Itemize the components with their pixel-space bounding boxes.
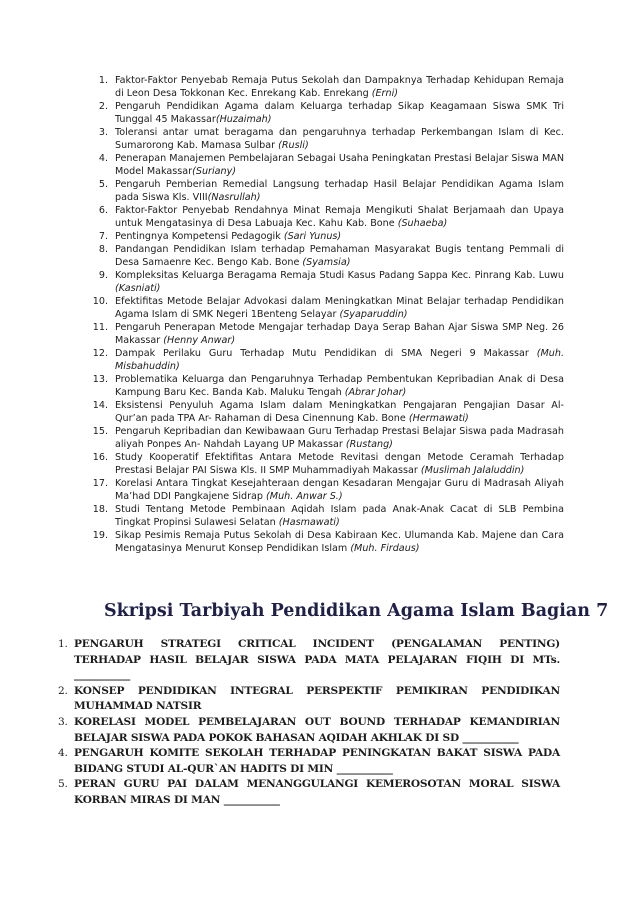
section-list-item <box>58 777 560 808</box>
item-author: (Suriany) <box>192 166 237 177</box>
item-author: (Muslimah Jalaluddin) <box>420 465 525 476</box>
section-title-list <box>58 637 560 809</box>
item-number: 1. <box>98 75 108 86</box>
list-item <box>86 178 564 204</box>
item-author: (Muh. Misbahuddin) <box>115 348 564 372</box>
item-number: 18. <box>92 504 108 515</box>
list-item <box>86 347 564 373</box>
item-number: 17. <box>92 478 108 489</box>
item-title: PERAN GURU PAI DALAM MENANGGULANGI KEMEROSOTAN MORAL SISWA KORBAN MIRAS DI MAN ___________ <box>74 778 560 806</box>
item-title: KONSEP PENDIDIKAN INTEGRAL PERSPEKTIF PEMIKIRAN PENDIDIKAN MUHAMMAD NATSIR <box>74 684 560 713</box>
item-number: 9. <box>98 270 108 281</box>
item-number: 7. <box>98 231 108 242</box>
item-title: Efektifitas Metode Belajar Advokasi dalam Meningkatkan Minat Belajar terhadap Pendidikan Agama Islam di SMK Negeri 1Benteng Selayar <box>115 296 564 320</box>
item-author: (Syaparuddin) <box>339 309 408 320</box>
item-title: Pengaruh Pendidikan Agama dalam Keluarga terhadap Sikap Keagamaan Siswa SMK Tri Tunggal 45 Makassar <box>115 101 564 125</box>
list-item <box>86 503 564 529</box>
item-author: (Hasmawati) <box>278 517 340 528</box>
item-number: 4. <box>98 153 108 164</box>
item-title: Dampak Perilaku Guru Terhadap Mutu Pendidikan di SMA Negeri 9 Makassar <box>115 348 537 359</box>
item-title: KORELASI MODEL PEMBELAJARAN OUT BOUND TERHADAP KEMANDIRIAN BELAJAR SISWA PADA POKOK BAHASAN AQIDAH AKHLAK DI SD ___________ <box>74 715 560 744</box>
list-item <box>86 451 564 477</box>
item-author: (Henny Anwar) <box>163 335 236 346</box>
item-author: (Abrar Johar) <box>344 387 407 398</box>
item-title: Pengaruh Penerapan Metode Mengajar terhadap Daya Serap Bahan Ajar Siswa SMP Neg. 26 Makassar <box>115 322 564 346</box>
item-number: 8. <box>98 244 108 255</box>
list-item <box>86 399 564 425</box>
item-author: (Nasrullah) <box>207 192 261 203</box>
section-list-item <box>58 746 560 777</box>
item-title: Kompleksitas Keluarga Beragama Remaja Studi Kasus Padang Sappa Kec. Pinrang Kab. Luwu <box>115 270 564 281</box>
item-author: (Erni) <box>371 88 398 99</box>
list-item <box>86 373 564 399</box>
item-number: 4. <box>58 747 68 760</box>
list-item <box>86 74 564 100</box>
item-author: (Muh. Anwar S.) <box>266 491 343 502</box>
item-number: 5. <box>98 179 108 190</box>
item-author: (Muh. Firdaus) <box>350 543 420 554</box>
section-list-item <box>58 684 560 715</box>
list-item <box>86 269 564 295</box>
item-number: 14. <box>92 400 108 411</box>
item-number: 3. <box>58 715 68 728</box>
item-title: PENGARUH KOMITE SEKOLAH TERHADAP PENINGKATAN BAKAT SISWA PADA BIDANG STUDI AL-QUR`AN HADITS DI MIN ___________ <box>74 747 560 775</box>
item-number: 6. <box>98 205 108 216</box>
list-item <box>86 243 564 269</box>
list-item <box>86 295 564 321</box>
list-item <box>86 477 564 503</box>
list-item <box>86 529 564 555</box>
list-item <box>86 100 564 126</box>
list-item <box>86 230 564 243</box>
item-number: 2. <box>58 684 68 697</box>
list-item <box>86 321 564 347</box>
item-author: (Huzaimah) <box>215 114 272 125</box>
item-number: 2. <box>98 101 108 112</box>
item-author: (Suhaeba) <box>397 218 448 229</box>
item-number: 1. <box>58 638 68 650</box>
item-title: Pengaruh Pemberian Remedial Langsung terhadap Hasil Belajar Pendidikan Agama Islam pada Siswa Kls. VIII <box>115 179 564 203</box>
item-number: 15. <box>92 426 108 437</box>
section-list-item <box>58 637 560 684</box>
item-number: 3. <box>98 127 108 138</box>
thesis-title-list <box>86 74 564 555</box>
item-number: 11. <box>92 322 108 333</box>
item-number: 16. <box>92 452 108 463</box>
item-author: (Rustang) <box>345 439 393 450</box>
item-title: Faktor-Faktor Penyebab Remaja Putus Sekolah dan Dampaknya Terhadap Kehidupan Remaja di Leon Desa Tokkonan Kec. Enrekang Kab. Enrekang <box>115 75 564 99</box>
item-title: Korelasi Antara Tingkat Kesejahteraan dengan Kesadaran Mengajar Guru di Madrasah Aliyah Ma’had DDI Pangkajene Sidrap <box>115 478 564 502</box>
item-title: Faktor-Faktor Penyebab Rendahnya Minat Remaja Mengikuti Shalat Berjamaah dan Upaya untuk Mengatasinya di Desa Labuaja Kec. Kahu Kab. Bone <box>115 205 564 229</box>
item-number: 5. <box>58 778 68 791</box>
section-list-item <box>58 715 560 746</box>
item-author: (Kasniati) <box>115 283 161 294</box>
item-title: PENGARUH STRATEGI CRITICAL INCIDENT (PENGALAMAN PENTING) TERHADAP HASIL BELAJAR SISWA PADA MATA PELAJARAN FIQIH DI MTs. ___________ <box>74 638 560 682</box>
item-title: Pandangan Pendidikan Islam terhadap Pemahaman Masyarakat Bugis tentang Pemmali di Desa Samaenre Kec. Bengo Kab. Bone <box>115 244 564 268</box>
item-title: Problematika Keluarga dan Pengaruhnya Terhadap Pembentukan Kepribadian Anak di Desa Kampung Baru Kec. Banda Kab. Maluku Tengah <box>115 374 564 398</box>
list-item <box>86 425 564 451</box>
item-number: 19. <box>92 530 108 541</box>
item-title: Toleransi antar umat beragama dan pengaruhnya terhadap Perkembangan Islam di Kec. Sumarorong Kab. Mamasa Sulbar <box>115 127 564 151</box>
section-heading: Skripsi Tarbiyah Pendidikan Agama Islam Bagian 7 <box>104 601 609 621</box>
item-title: Eksistensi Penyuluh Agama Islam dalam Meningkatkan Pengajaran Pengajian Dasar Al-Qur’an pada TPA Ar- Rahaman di Desa Cinennung Kab. Bone <box>115 400 564 424</box>
item-number: 10. <box>92 296 108 307</box>
item-title: Studi Tentang Metode Pembinaan Aqidah Islam pada Anak-Anak Cacat di SLB Pembina Tingkat Propinsi Sulawesi Selatan <box>115 504 564 528</box>
item-author: (Sari Yunus) <box>283 231 342 242</box>
item-author: (Syamsia) <box>302 257 351 268</box>
item-title: Penerapan Manajemen Pembelajaran Sebagai Usaha Peningkatan Prestasi Belajar Siswa MAN Model Makassar <box>115 153 564 177</box>
list-item <box>86 204 564 230</box>
item-author: (Rusli) <box>278 140 309 151</box>
list-item <box>86 152 564 178</box>
list-item <box>86 126 564 152</box>
item-number: 12. <box>92 348 108 359</box>
item-title: Sikap Pesimis Remaja Putus Sekolah di Desa Kabiraan Kec. Ulumanda Kab. Majene dan Cara Mengatasinya Menurut Konsep Pendidikan Islam <box>115 530 564 554</box>
item-author: (Hermawati) <box>408 413 469 424</box>
item-number: 13. <box>92 374 108 385</box>
item-title: Pentingnya Kompetensi Pedagogik <box>115 231 284 242</box>
item-title: Study Kooperatif Efektifitas Antara Metode Revitasi dengan Metode Ceramah Terhadap Prestasi Belajar PAI Siswa Kls. II SMP Muhammadiyah Makassar <box>115 452 564 476</box>
item-title: Pengaruh Kepribadian dan Kewibawaan Guru Terhadap Prestasi Belajar Siswa pada Madrasah aliyah Ponpes An- Nahdah Layang UP Makassar <box>115 426 564 450</box>
